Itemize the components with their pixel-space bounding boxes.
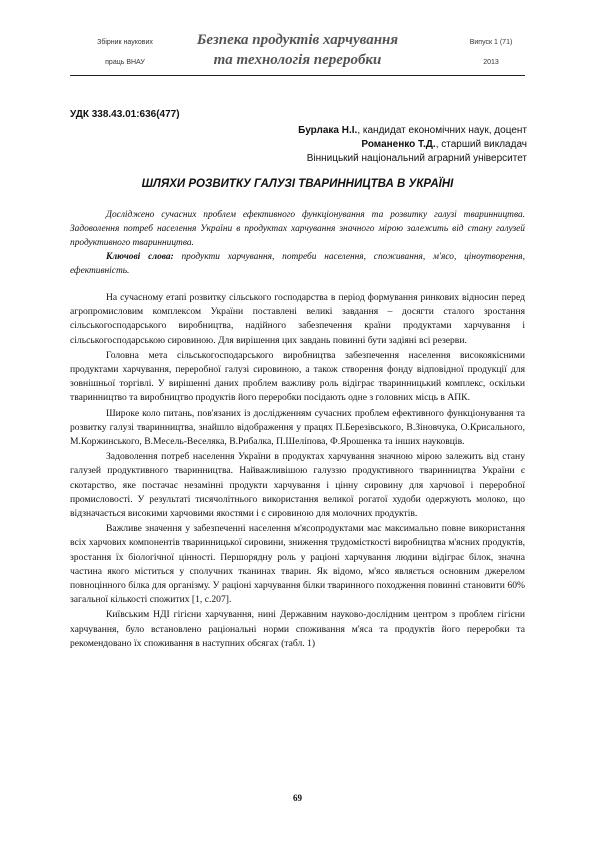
header-divider xyxy=(70,75,525,76)
journal-name-line1: Збірник наукових xyxy=(97,39,153,46)
author-1-name: Бурлака Н.І. xyxy=(298,125,358,136)
author-2-title: , старший викладач xyxy=(435,139,527,150)
article-body xyxy=(70,291,525,651)
keywords xyxy=(70,250,525,278)
affiliation: Вінницький національний аграрний університет xyxy=(306,153,527,164)
issue-year: 2013 xyxy=(483,59,499,66)
journal-section-title xyxy=(170,30,425,70)
keywords-label: Ключові слова: xyxy=(106,252,174,262)
body-paragraph: Задоволення потреб населення України в продуктах харчування значною мірою залежить від стану галузей продуктивного тваринництва. Найважливішою галуззю продуктивного тваринництва України є скотарство, яке постачає незамінні продукти харчування і цінну сировину для харчової і переробної промисловості. У результаті тисячолітнього використання великої рогатої худоби одержують молоко, що відзначається високими харчовими якостями і є сировиною для молочних продуктів. xyxy=(70,451,525,520)
udc-code: УДК 338.43.01:636(477) xyxy=(70,109,180,120)
article-title: ШЛЯХИ РОЗВИТКУ ГАЛУЗІ ТВАРИННИЦТВА В УКРАЇНІ xyxy=(141,178,454,190)
author-1-title: , кандидат економічних наук, доцент xyxy=(357,125,527,136)
body-paragraph: Головна мета сільськогосподарського виробництва забезпечення населення високоякісними продуктами харчування, переробної галузі сировиною, а також створення фонду відповідної продукції для зовнішньої торгівлі. У вирішенні даних проблем важливу роль відіграє тваринницький комплекс, оскільки тваринництво та виробництво продуктів його переробки посідають одне з головних місць в АПК. xyxy=(70,349,525,404)
page-number: 69 xyxy=(293,793,302,803)
journal-name xyxy=(70,33,180,73)
body-paragraph: Широке коло питань, пов'язаних із дослідженням сучасних проблем ефективного функціонування та розвитку галузі тваринництва, знайшло відображення у працях П.Березівського, В.Зіновчука, О.Крисального, М.Коржинського, В.Месель-Веселяка, В.Рибалка, П.Шеліпова, Ф.Ярошенка та інших науковців. xyxy=(70,407,525,448)
keywords-list: продукти харчування, потреби населення, споживання, м'ясо, ціноутворення, ефективність. xyxy=(70,252,525,276)
journal-section-title-line2: та технологія переробки xyxy=(213,52,382,68)
author-2 xyxy=(298,138,527,152)
body-paragraph: Київським НДІ гігієни харчування, нині Державним науково-дослідним центром з проблем гігієни харчування, було встановлено раціональні норми споживання м'яса та продуктів його переробки та рекомендовано їх споживання в наступних обсягах (табл. 1) xyxy=(70,609,525,649)
body-paragraph: Важливе значення у забезпеченні населення м'ясопродуктами має максимально повне використання всіх харчових компонентів тваринницької сировини, зниження трудомісткості виробництва м'ясних продуктів, зростання їх біологічної цінності. Першорядну роль у раціоні харчування людини відіграє білок, значна частина якого міститься у сполучних тканинах тварин. Як відомо, м'ясо являється основним джерелом повноцінного білка для організму. У раціоні харчування білки тваринного походження повинні становити 60% загальної кількості спожитих [1, с.207]. xyxy=(70,523,525,606)
journal-name-line2: праць ВНАУ xyxy=(105,59,145,66)
abstract-text: Досліджено сучасних проблем ефективного функціонування та розвитку галузі тваринництва. Задоволення потреб населення України в продуктах харчування значного мірою залежить від стану галузей продуктивного тваринництва. xyxy=(70,210,525,248)
author-1 xyxy=(298,124,527,138)
journal-issue xyxy=(456,33,526,73)
issue-number: Випуск 1 (71) xyxy=(469,39,513,46)
authors-block xyxy=(298,124,527,166)
journal-section-title-line1: Безпека продуктів харчування xyxy=(196,32,399,48)
abstract xyxy=(70,208,525,278)
author-2-name: Романенко Т.Д. xyxy=(361,139,436,150)
body-paragraph: На сучасному етапі розвитку сільського господарства в період формування ринкових відносин перед агропромисловим комплексом України поставлені великі завдання – досягти сталого зростання сільськогосподарського виробництва, надійного забезпечення країни продуктами харчування і сільськогосподарською сировиною. Для вирішення цих завдань повинні бути задіяні всі резерви. xyxy=(70,292,525,346)
